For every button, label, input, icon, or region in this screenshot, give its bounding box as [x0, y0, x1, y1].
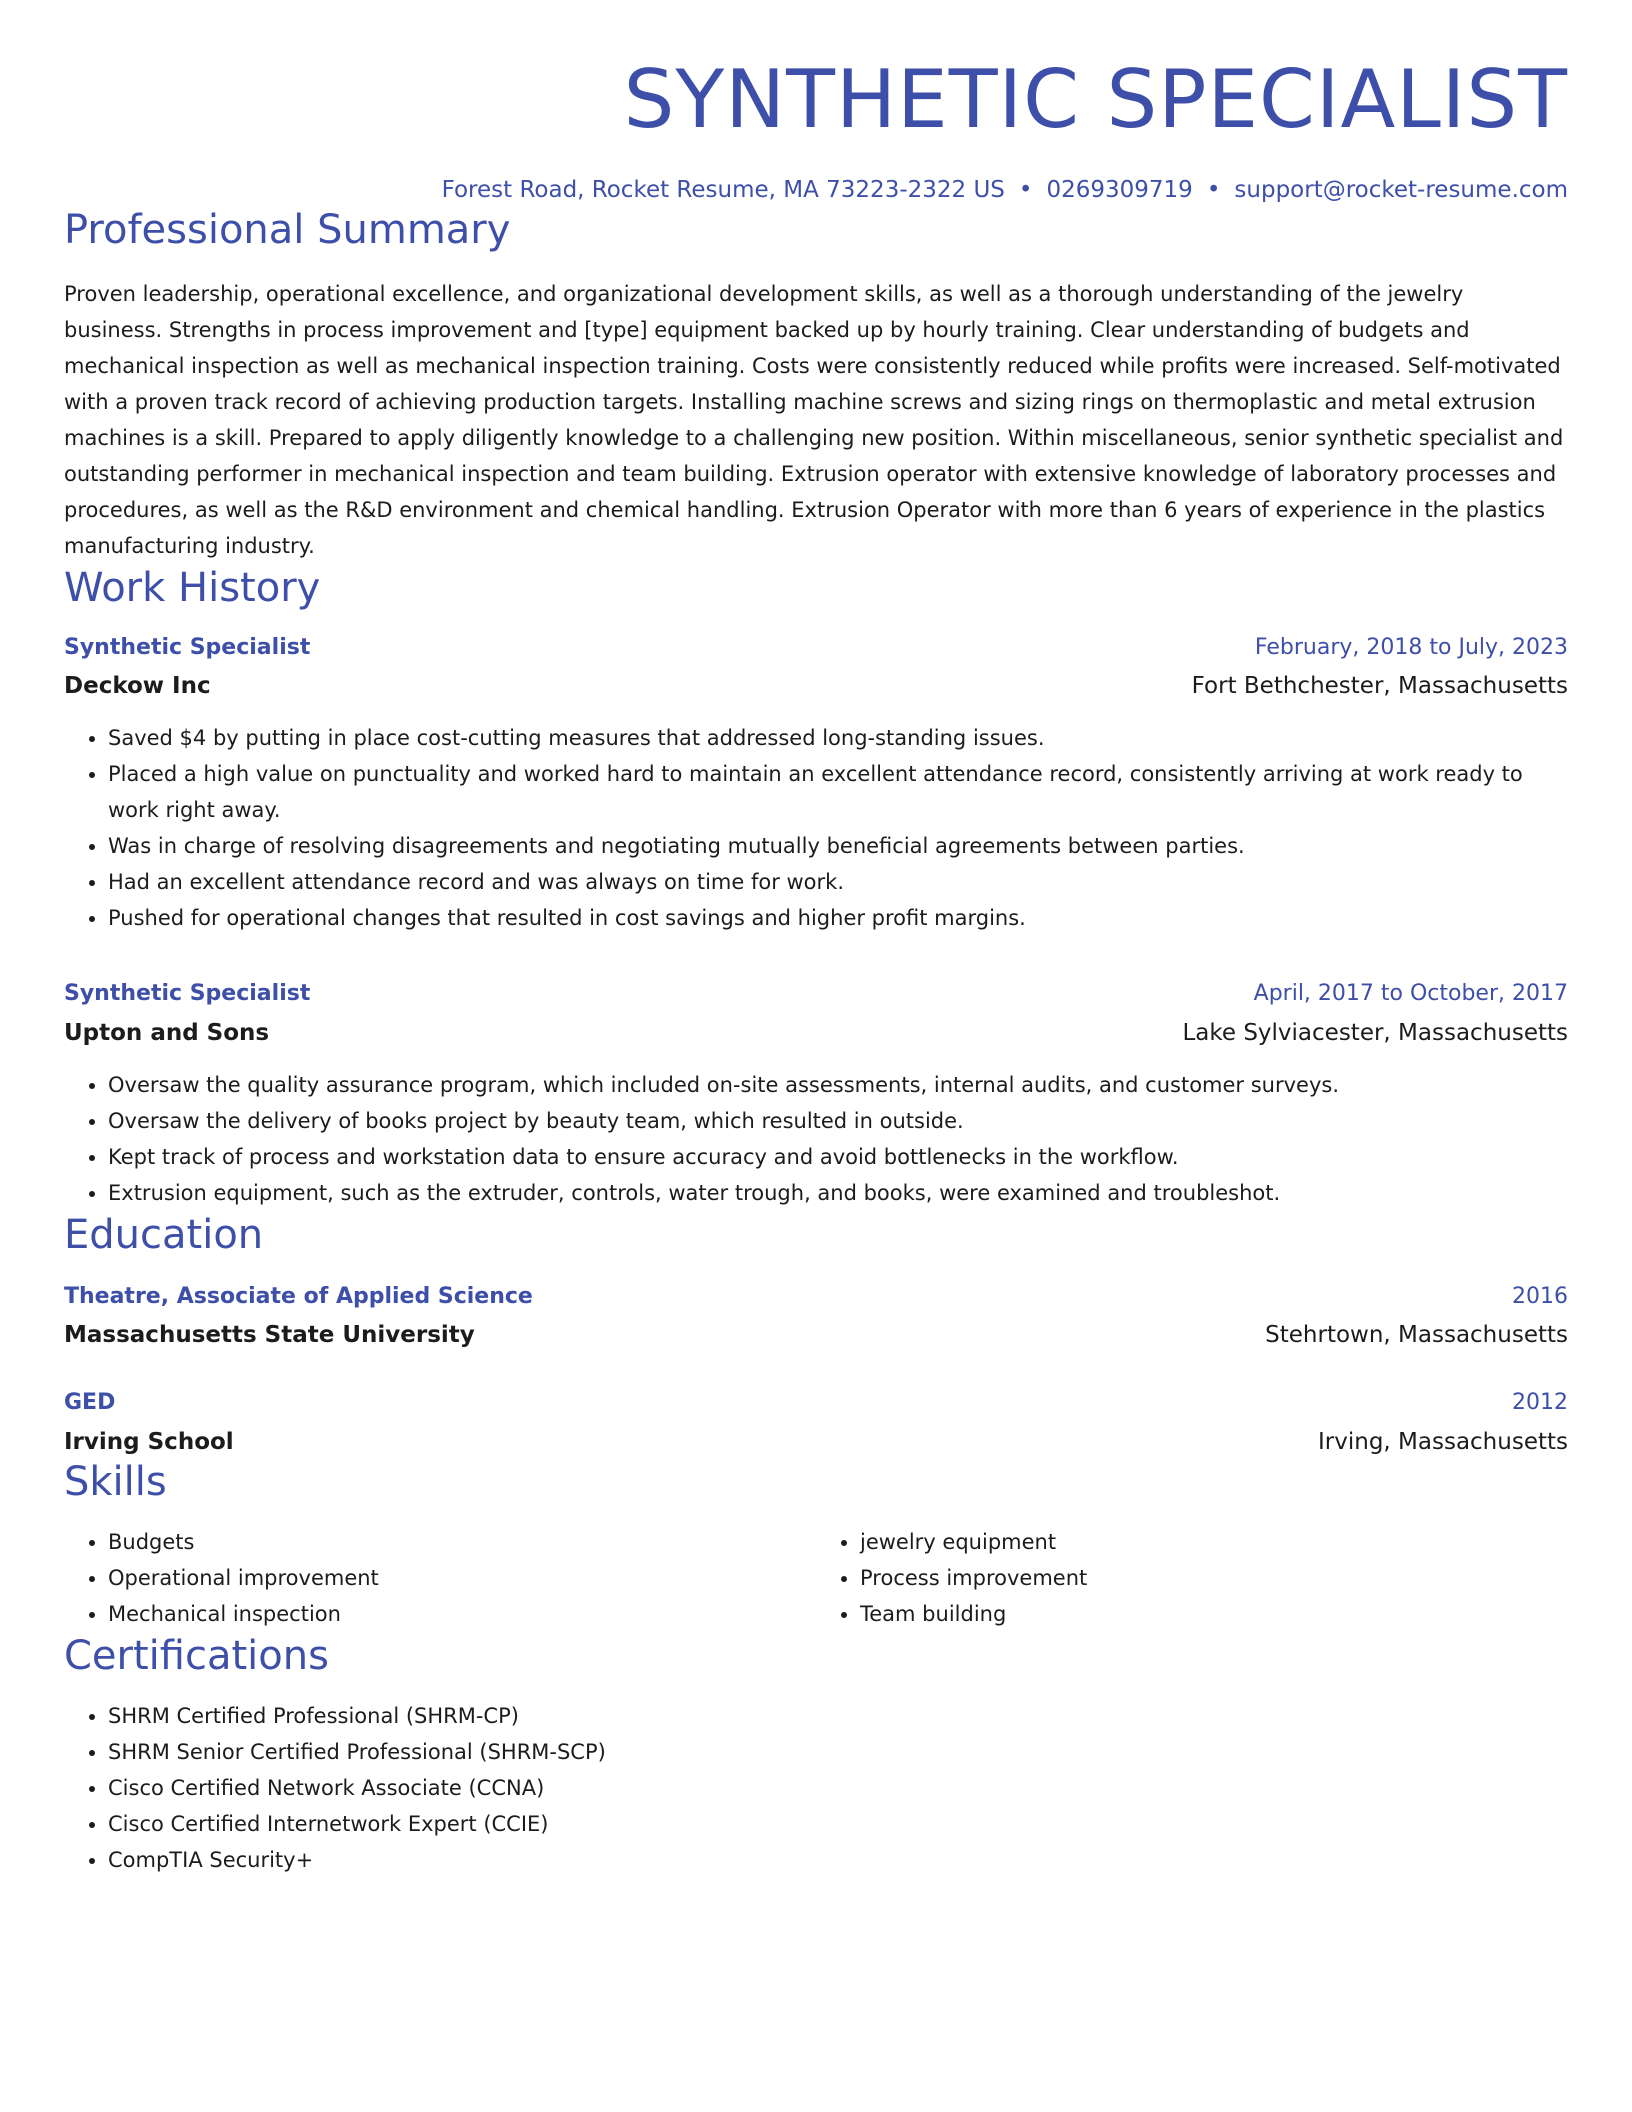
job-company: Deckow Inc — [64, 673, 211, 700]
certifications-heading: Certifications — [64, 1632, 329, 1679]
certification-item: • SHRM Certified Professional (SHRM-CP) — [108, 1698, 1568, 1734]
education-school-row — [64, 1428, 1568, 1458]
work-history-heading: Work History — [64, 564, 321, 611]
job-entry — [64, 634, 1568, 936]
job-bullet: • Had an excellent attendance record and was always on time for work. — [108, 864, 1568, 900]
job-bullet: • Extrusion equipment, such as the extruder, controls, water trough, and books, were examined and troubleshot. — [108, 1175, 1568, 1211]
job-dates: April, 2017 to October, 2017 — [1253, 981, 1568, 1007]
education-school: Irving School — [64, 1428, 234, 1455]
certification-item: • Cisco Certified Internetwork Expert (CCIE) — [108, 1806, 1568, 1842]
job-bullet: • Placed a high value on punctuality and worked hard to maintain an excellent attendance record, consistently arriving at work ready to work right away. — [108, 756, 1568, 828]
job-bullet: • Pushed for operational changes that resulted in cost savings and higher profit margins. — [108, 900, 1568, 936]
certification-item: • SHRM Senior Certified Professional (SHRM-SCP) — [108, 1734, 1568, 1770]
contact-address: Forest Road, Rocket Resume, MA 73223-2322 US — [441, 177, 1005, 203]
education-entry — [64, 1389, 1568, 1457]
job-header-row — [64, 634, 1568, 663]
summary-text: Proven leadership, operational excellence, and organizational development skills, as well as a thorough understanding of the jewelry business. Strengths in process improvement and [type] equipment backed up by hourly training. Clear understanding of budgets and mechanical inspection as well as mechanical inspection training. Costs were consistently reduced while profits were increased. Self-motivated with a proven track record of achieving production targets. Installing machine screws and sizing rings on thermoplastic and metal extrusion machines is a skill. Prepared to apply diligently knowledge to a challenging new position. Within miscellaneous, senior synthetic specialist and outstanding performer in mechanical inspection and team building. Extrusion operator with extensive knowledge of laboratory processes and procedures, as well as the R&D environment and chemical handling. Extrusion Operator with more than 6 years of experience in the plastics manufacturing industry. — [64, 281, 1564, 558]
education-degree: Theatre, Associate of Applied Science — [64, 1283, 533, 1309]
summary-heading: Professional Summary — [64, 206, 511, 253]
job-role: Synthetic Specialist — [64, 981, 311, 1007]
skills-grid — [64, 1514, 1568, 1632]
job-entry — [64, 980, 1568, 1210]
skill-item: • Team building — [860, 1596, 1568, 1632]
contact-phone: 0269309719 — [1046, 177, 1193, 203]
education-location: Stehrtown, Massachusetts — [1265, 1322, 1568, 1349]
job-bullet: • Saved $4 by putting in place cost-cutting measures that addressed long-standing issues. — [108, 720, 1568, 756]
education-year: 2016 — [1512, 1283, 1568, 1309]
education-entry — [64, 1283, 1568, 1351]
education-location: Irving, Massachusetts — [1318, 1428, 1568, 1455]
job-bullet: • Oversaw the delivery of books project by beauty team, which resulted in outside. — [108, 1103, 1568, 1139]
job-bullet: • Oversaw the quality assurance program, which included on-site assessments, internal audits, and customer surveys. — [108, 1067, 1568, 1103]
skills-heading: Skills — [64, 1458, 167, 1505]
skill-item: • jewelry equipment — [860, 1524, 1568, 1560]
job-company: Upton and Sons — [64, 1019, 270, 1046]
skill-item: • Budgets — [108, 1524, 816, 1560]
job-header-row — [64, 980, 1568, 1009]
job-dates: February, 2018 to July, 2023 — [1254, 634, 1568, 660]
contact-separator: • — [1206, 177, 1221, 203]
education-heading: Education — [64, 1211, 264, 1258]
certification-item: • CompTIA Security+ — [108, 1842, 1568, 1878]
job-location: Fort Bethchester, Massachusetts — [1191, 673, 1568, 700]
job-bullet: • Kept track of process and workstation data to ensure accuracy and avoid bottlenecks in the workflow. — [108, 1139, 1568, 1175]
job-bullet: • Was in charge of resolving disagreements and negotiating mutually beneficial agreements between parties. — [108, 828, 1568, 864]
contact-email: support@rocket-resume.com — [1234, 177, 1568, 203]
skill-item: • Process improvement — [860, 1560, 1568, 1596]
education-header-row — [64, 1389, 1568, 1418]
education-degree: GED — [64, 1390, 116, 1416]
contact-line — [64, 176, 1568, 206]
job-company-row — [64, 672, 1568, 702]
education-school: Massachusetts State University — [64, 1322, 475, 1349]
candidate-name: SYNTHETIC SPECIALIST — [623, 53, 1568, 146]
job-role: Synthetic Specialist — [64, 634, 311, 660]
job-bullets — [64, 1067, 1568, 1211]
job-company-row — [64, 1019, 1568, 1049]
skills-list-right — [816, 1524, 1568, 1632]
skill-item: • Mechanical inspection — [108, 1596, 816, 1632]
education-year: 2012 — [1512, 1390, 1568, 1416]
job-location: Lake Sylviacester, Massachusetts — [1182, 1019, 1568, 1046]
education-school-row — [64, 1321, 1568, 1351]
resume-header — [64, 50, 1568, 206]
skill-item: • Operational improvement — [108, 1560, 816, 1596]
education-header-row — [64, 1283, 1568, 1312]
job-bullets — [64, 720, 1568, 936]
skills-list-left — [64, 1524, 816, 1632]
certifications-list — [64, 1698, 1568, 1878]
contact-separator: • — [1018, 177, 1033, 203]
certification-item: • Cisco Certified Network Associate (CCNA) — [108, 1770, 1568, 1806]
